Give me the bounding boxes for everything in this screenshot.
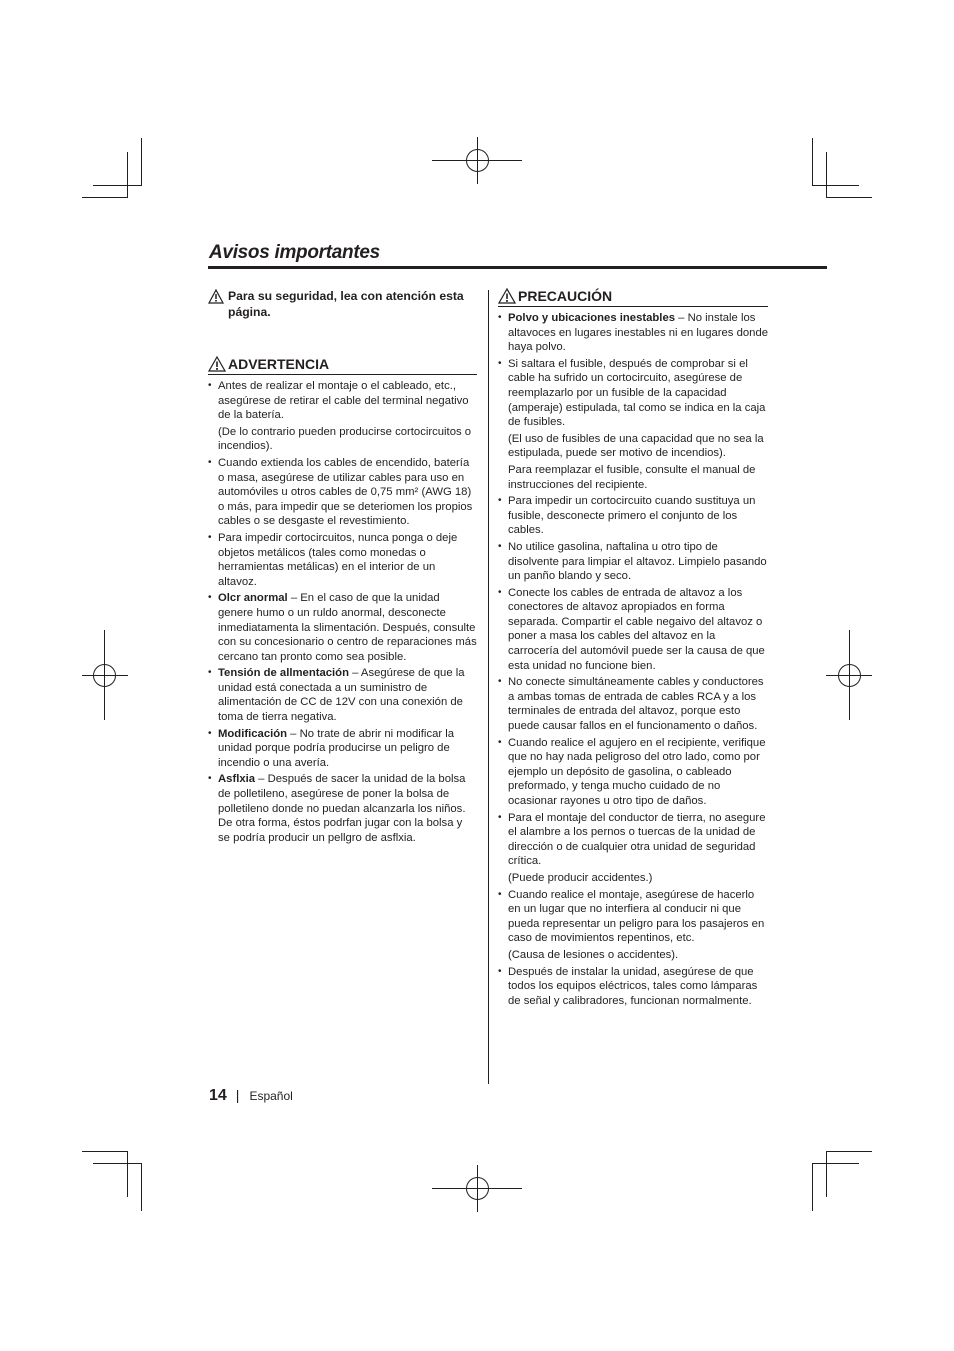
list-item: • Para impedir cortocircuitos, nunca ponga o deje objetos metálicos (tales como monedas o herramientas metálicas) en el interior de un altavoz.: [208, 531, 477, 589]
page-title: Avisos importantes: [209, 242, 380, 263]
list-item: • Para el montaje del conductor de tierra, no asegure el alambre a los pernos o tuercas de la unidad de dirección o de cualquier otra unidad de seguridad crítica. (Puede producir accidentes.): [498, 811, 768, 886]
caution-heading: [498, 288, 768, 307]
warning-list: [208, 379, 477, 845]
list-item: • Tensión de allmentación – Asegúrese de que la unidad está conectada a un suministro de alimentación de CC de 12V con una conexión de toma de tierra negativa.: [208, 666, 477, 724]
left-column: [208, 288, 477, 847]
list-item: • Para impedir un cortocircuito cuando sustituya un fusible, desconecte primero el conjunto de los cables.: [498, 494, 768, 538]
item-note: (Causa de lesiones o accidentes).: [508, 948, 679, 961]
language-label: Español: [249, 1089, 293, 1103]
list-item: • No conecte simultáneamente cables y conductores a ambas tomas de entrada de cables RCA y a los terminales de entrada del altavoz, porque esto puede causar fallos en el funcionamento o daños.: [498, 675, 768, 733]
page-number: 14: [209, 1087, 227, 1104]
list-item: • Cuando realice el montaje, asegúrese de hacerlo en un lugar que no interfiera al conducir ni que pueda representar un peligro para los pasajeros en caso de movimientos repentinos, etc. (Causa de lesiones o accidentes).: [498, 888, 768, 963]
list-item: • Olcr anormal – En el caso de que la unidad genere humo o un ruldo anormal, desconecte inmediatamenta la slimentación. Después, consulte con su concesionario o centro de reparaciones más cercano tan pronto como sea posible.: [208, 591, 477, 664]
safety-note: [208, 288, 477, 320]
page-footer: [209, 1087, 293, 1105]
safety-note-text: Para su seguridad, lea con atención esta página.: [228, 289, 464, 319]
warning-heading-text: ADVERTENCIA: [228, 355, 330, 372]
list-item: • No utilice gasolina, naftalina u otro tipo de disolvente para limpiar el altavoz. Limpielo pasando un panño blando y seco.: [498, 540, 768, 584]
item-note: Para reemplazar el fusible, consulte el manual de instrucciones del recipiente.: [508, 463, 756, 491]
right-column: [498, 288, 768, 1010]
column-divider: [488, 290, 489, 1084]
list-item: • Antes de realizar el montaje o el cableado, etc., asegúrese de retirar el cable del terminal negativo de la batería. (De lo contrario pueden producirse cortocircuitos o incendios).: [208, 379, 477, 454]
list-item: • Modificación – No trate de abrir ni modificar la unidad porque podría producirse un peligro de incendio o una avería.: [208, 727, 477, 771]
list-item: • Si saltara el fusible, después de comprobar si el cable ha sufrido un cortocircuito, asegúrese de reemplazarlo por un fusible de la capacidad (amperaje) estipulada, tal como se indica en la caja de fusibles. (El uso de fusibles de una capacidad que no sea la estipulada, puede ser motivo de incendios). Para reemplazar el fusible, consulte el manual de instrucciones del recipiente.: [498, 357, 768, 492]
list-item: • Después de instalar la unidad, asegúrese de que todos los equipos eléctricos, tales como lámparas de señal y calibradores, funcionan normalmente.: [498, 965, 768, 1009]
warning-heading: [208, 356, 477, 375]
item-note: (De lo contrario pueden producirse cortocircuitos o incendios).: [218, 425, 472, 453]
item-note: (Puede producir accidentes.): [508, 871, 653, 884]
list-item: • Conecte los cables de entrada de altavoz a los conectores de altavoz apropiados en forma separada. Compartir el cable negaivo del altavoz o poner a masa los cables del altavoz en la carrocería del automóvil puede ser la causa de que esta unidad no funcione bien.: [498, 586, 768, 674]
caution-heading-text: PRECAUCIÓN: [518, 287, 613, 304]
title-rule: [208, 266, 827, 269]
warning-triangle-icon: [208, 289, 224, 304]
footer-separator: |: [235, 1087, 240, 1103]
list-item: • Polvo y ubicaciones inestables – No instale los altavoces en lugares inestables ni en lugares donde haya polvo.: [498, 311, 768, 355]
list-item: • Cuando extienda los cables de encendido, batería o masa, asegúrese de utilizar cables para uso en automóviles u otros cables de 0,75 mm² (AWG 18) o más, para impedir que se deteriomen los propios cables o se desgaste el revestimiento.: [208, 456, 477, 529]
item-note: (El uso de fusibles de una capacidad que no sea la estipulada, puede ser motivo de incendios).: [508, 432, 764, 460]
list-item: • Asflxia – Después de sacer la unidad de la bolsa de polletileno, asegúrese de poner la bolsa de polletileno donde no puedan alcanzarla los niños. De otra forma, éstos podrfan jugar con la bolsa y se podría producir un pellgro de asflxia.: [208, 772, 477, 845]
warning-triangle-icon: [498, 288, 516, 304]
list-item: • Cuando realice el agujero en el recipiente, verifique que no hay nada peligroso del otro lado, como por ejemplo un depósito de gasolina, o cableado preformado, y tenga mucho cuidado de no ocasionar rayones u otro tipo de daños.: [498, 736, 768, 809]
caution-list: [498, 311, 768, 1008]
warning-triangle-icon: [208, 356, 226, 372]
